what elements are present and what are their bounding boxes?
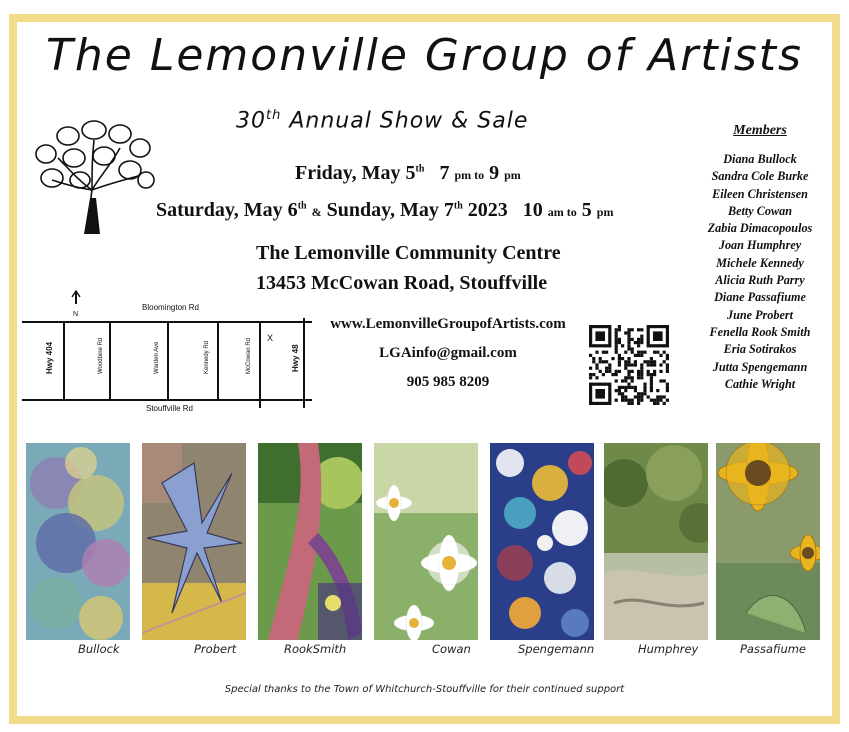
- friday-start: 7: [439, 162, 450, 184]
- artwork-probert: [142, 443, 246, 640]
- members-heading: Members: [733, 123, 787, 138]
- contact-block: [322, 310, 574, 397]
- member-name: Eileen Christensen: [712, 186, 808, 201]
- artwork-humphrey: [604, 443, 708, 640]
- caption-spengemann: Spengemann: [518, 642, 595, 656]
- weekend-dates: [156, 199, 613, 222]
- artwork-bullock: [26, 443, 130, 640]
- friday-label: Friday, May 5: [295, 162, 416, 184]
- friday-pm: pm: [504, 168, 521, 182]
- hwy404-label: Hwy 404: [45, 341, 54, 374]
- weekend-pm: pm: [596, 205, 614, 219]
- member-name: Fenella Rook Smith: [709, 324, 811, 339]
- member-name: Joan Humphrey: [718, 238, 802, 253]
- member-name: June Probert: [726, 307, 794, 322]
- caption-probert: Probert: [194, 642, 237, 656]
- member-name: Cathie Wright: [724, 376, 796, 391]
- artwork-cowan: [374, 443, 478, 640]
- members-list: [690, 123, 830, 393]
- stouffville-rd-label: Stouffville Rd: [146, 404, 193, 413]
- mccowan-rd-label: McCowan Rd: [246, 337, 252, 374]
- saturday-label: Saturday, May 6: [156, 199, 298, 221]
- sunday-label: Sunday, May 7: [326, 199, 454, 221]
- member-name: Sandra Cole Burke: [711, 169, 809, 184]
- warden-ave-label: Warden Ave: [154, 341, 160, 374]
- friday-date: [295, 162, 521, 185]
- artwork-rooksmith: [258, 443, 362, 640]
- artwork-passafiume: [716, 443, 820, 640]
- north-label: N: [73, 311, 79, 318]
- caption-passafiume: Passafiume: [740, 642, 807, 656]
- qr-code[interactable]: [589, 325, 669, 405]
- saturday-ordinal: th: [297, 200, 307, 212]
- artwork-spengemann: [490, 443, 594, 640]
- weekend-am-to: am to: [547, 205, 577, 219]
- member-name: Zabia Dimacopoulos: [707, 221, 813, 236]
- caption-bullock: Bullock: [78, 642, 120, 656]
- lemon-tree-logo: [28, 118, 158, 236]
- weekend-start: 10: [522, 199, 543, 221]
- member-name: Alicia Ruth Parry: [715, 273, 805, 288]
- woodbine-rd-label: Woodbine Rd: [98, 337, 104, 374]
- member-name: Eria Sotirakos: [723, 342, 797, 357]
- venue-name: The Lemonville Community Centre: [256, 242, 561, 264]
- caption-cowan: Cowan: [432, 642, 471, 656]
- date-amp: &: [311, 205, 322, 219]
- email-link[interactable]: LGAinfo@gmail.com: [379, 345, 517, 361]
- thanks-note: Special thanks to the Town of Whitchurch-Stouffville for their continued support: [224, 684, 625, 695]
- member-name: Betty Cowan: [728, 203, 792, 218]
- hwy48-label: Hwy 48: [291, 344, 300, 372]
- website-link[interactable]: www.LemonvilleGroupofArtists.com: [330, 316, 566, 332]
- poster-title: The Lemonville Group of Artists: [46, 30, 803, 81]
- kennedy-rd-label: Kennedy Rd: [204, 340, 210, 374]
- venue-address: 13453 McCowan Road, Stouffville: [256, 272, 548, 294]
- year: 2023: [467, 199, 508, 221]
- location-map: [22, 288, 312, 416]
- member-name: Michele Kennedy: [716, 255, 804, 270]
- anniversary-number: 30: [236, 108, 266, 134]
- caption-rooksmith: RookSmith: [284, 642, 347, 656]
- location-marker: X: [267, 333, 274, 343]
- friday-pm-to: pm to: [454, 168, 485, 182]
- friday-end: 9: [489, 162, 500, 184]
- phone-number: 905 985 8209: [406, 374, 490, 390]
- member-name: Diana Bullock: [723, 152, 797, 166]
- weekend-end: 5: [581, 199, 592, 221]
- anniversary-ordinal: th: [266, 108, 282, 123]
- artwork-gallery: [24, 443, 824, 648]
- caption-humphrey: Humphrey: [638, 642, 699, 656]
- subtitle-text: Annual Show & Sale: [281, 108, 529, 134]
- sunday-ordinal: th: [453, 200, 463, 212]
- member-name: Jutta Spengemann: [712, 359, 808, 374]
- bloomington-rd-label: Bloomington Rd: [142, 303, 199, 312]
- show-subtitle: [236, 108, 528, 133]
- member-name: Diane Passafiume: [714, 290, 806, 305]
- friday-ordinal: th: [415, 163, 425, 175]
